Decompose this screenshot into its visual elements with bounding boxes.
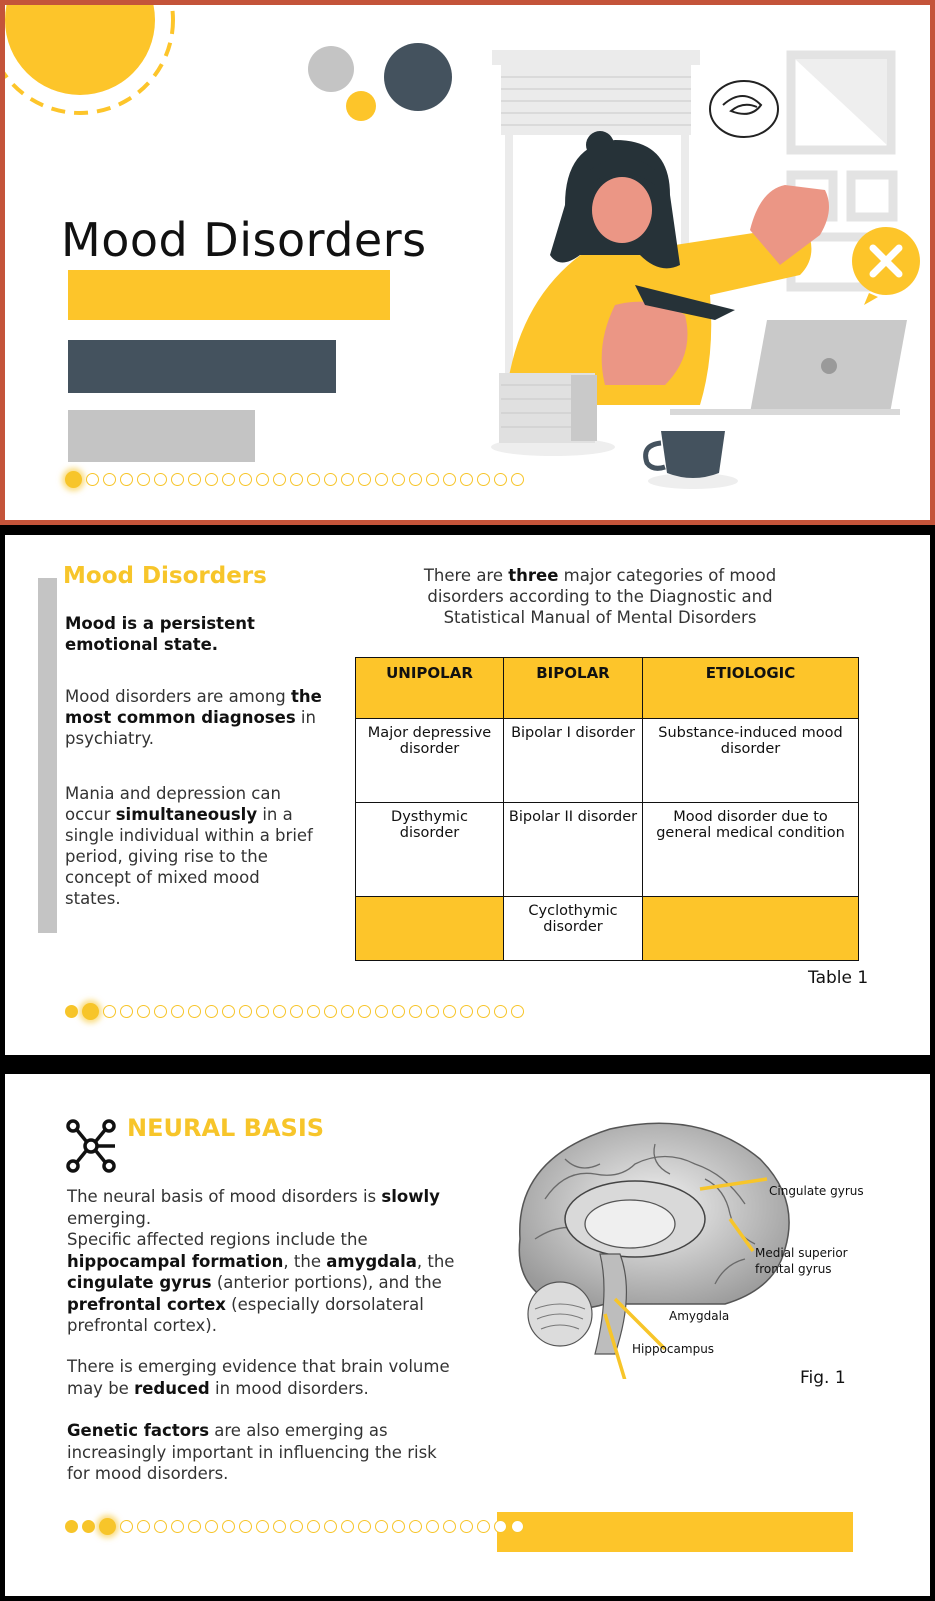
- progress-dot: [341, 1005, 354, 1018]
- table-cell: Major depressive disorder: [356, 719, 504, 803]
- p2-g: (anterior portions), and the: [211, 1273, 442, 1292]
- p3-post: in a single individual within a brief period, giving rise to the concept of mixed mood states.: [65, 805, 313, 908]
- progress-dot: [409, 1005, 422, 1018]
- progress-dot: [324, 473, 337, 486]
- progress-dot: [324, 1005, 337, 1018]
- intro-pre: There are: [423, 566, 509, 585]
- progress-dot: [426, 473, 439, 486]
- p4-bold: Genetic factors: [67, 1421, 210, 1440]
- progress-dot: [154, 1005, 167, 1018]
- p1-post: emerging.: [67, 1208, 152, 1228]
- progress-dot: [137, 1005, 150, 1018]
- progress-dot: [154, 473, 167, 486]
- p2-pre: Mood disorders are among: [65, 687, 292, 706]
- p2-c: , the: [283, 1251, 327, 1271]
- progress-dot: [358, 1520, 371, 1533]
- progress-dot: [256, 473, 269, 486]
- table-row: [356, 719, 859, 803]
- progress-dot: [307, 1005, 320, 1018]
- slate-bar: [68, 340, 336, 393]
- header-etiologic: ETIOLOGIC: [643, 658, 859, 719]
- brain-volume-paragraph: [67, 1356, 467, 1399]
- progress-dot: [290, 473, 303, 486]
- slate-circle: [384, 43, 452, 111]
- table-cell: [356, 897, 504, 961]
- progress-dot: [65, 1005, 78, 1018]
- progress-dot: [239, 473, 252, 486]
- title-slide: [0, 0, 935, 525]
- p2-e: , the: [416, 1251, 455, 1271]
- section-heading: Mood Disorders: [63, 563, 267, 589]
- p3-post: in mood disorders.: [209, 1378, 369, 1398]
- coffee-cup: [646, 431, 738, 489]
- intro-bold: three: [508, 566, 559, 585]
- mood-definition-text: is a persistent emotional state.: [65, 614, 255, 654]
- p2-a: Specific affected regions include the: [67, 1230, 368, 1249]
- paper-stack: [491, 373, 615, 456]
- progress-dot: [222, 1520, 235, 1533]
- genetic-factors-paragraph: [67, 1420, 437, 1485]
- p3-bold: reduced: [134, 1378, 210, 1398]
- progress-dot: [358, 1005, 371, 1018]
- mood-term: Mood: [65, 614, 116, 633]
- progress-dot: [103, 1005, 116, 1018]
- progress-dot: [137, 1520, 150, 1533]
- common-diagnoses-paragraph: [65, 686, 350, 749]
- progress-dot: [273, 1005, 286, 1018]
- progress-dot: [120, 1520, 133, 1533]
- table-cell: Cyclothymic disorder: [504, 897, 643, 961]
- progress-dot: [82, 1003, 99, 1020]
- progress-dot: [307, 473, 320, 486]
- p2-bold: the most common diagnoses: [65, 687, 322, 727]
- accent-bar: [38, 578, 57, 933]
- p1-pre: The neural basis of mood disorders is: [67, 1187, 382, 1206]
- progress-dot: [477, 1520, 490, 1533]
- table-header-row: [356, 658, 859, 719]
- table-cell: [643, 897, 859, 961]
- label-frontal-gyrus: frontal gyrus: [755, 1262, 832, 1276]
- p2-d: amygdala: [326, 1251, 417, 1271]
- progress-dot: [222, 473, 235, 486]
- p2-h: prefrontal cortex: [67, 1294, 226, 1314]
- progress-dot: [103, 473, 116, 486]
- progress-dot: [460, 1005, 473, 1018]
- thought-bubble: [710, 81, 778, 137]
- progress-dot: [460, 473, 473, 486]
- progress-dot: [307, 1520, 320, 1533]
- sun-circle: [5, 5, 155, 95]
- progress-dot: [392, 1005, 405, 1018]
- progress-dot: [290, 1005, 303, 1018]
- figure-caption: Fig. 1: [800, 1368, 846, 1388]
- p3-bold: simultaneously: [115, 805, 258, 824]
- network-icon: [65, 1119, 117, 1173]
- progress-dot: [426, 1005, 439, 1018]
- progress-dot: [341, 1520, 354, 1533]
- progress-dot: [460, 1520, 473, 1533]
- progress-dot: [477, 1005, 490, 1018]
- progress-dot: [494, 1005, 507, 1018]
- progress-dot: [99, 1518, 116, 1535]
- table-row: [356, 897, 859, 961]
- table-intro: [405, 565, 795, 628]
- slide-progress-dots: [65, 1003, 528, 1020]
- table-row: [356, 803, 859, 897]
- progress-dot: [273, 1520, 286, 1533]
- progress-dot: [256, 1520, 269, 1533]
- neural-basis-paragraph: [67, 1186, 467, 1337]
- progress-dot: [392, 473, 405, 486]
- progress-dot: [205, 1520, 218, 1533]
- p2-i: (especially dorsolateral prefrontal cortex).: [67, 1294, 424, 1335]
- progress-dot: [256, 1005, 269, 1018]
- progress-dot: [358, 473, 371, 486]
- yellow-footer-bar: [497, 1512, 853, 1552]
- p3-pre: There is emerging evidence that brain volume may be: [67, 1357, 450, 1398]
- progress-dot: [65, 471, 82, 488]
- header-bipolar: BIPOLAR: [504, 658, 643, 719]
- progress-dot: [290, 1520, 303, 1533]
- table-cell: Bipolar II disorder: [504, 803, 643, 897]
- progress-dot: [205, 1005, 218, 1018]
- mixed-states-paragraph: [65, 783, 315, 909]
- progress-dot: [375, 1520, 388, 1533]
- slide-progress-dots: [65, 471, 528, 488]
- mood-categories-table: [355, 657, 859, 961]
- table-cell: Substance-induced mood disorder: [643, 719, 859, 803]
- progress-dot: [443, 1005, 456, 1018]
- progress-dot: [120, 1005, 133, 1018]
- table-cell: Dysthymic disorder: [356, 803, 504, 897]
- progress-dot: [375, 473, 388, 486]
- mood-disorders-slide: [5, 535, 930, 1055]
- progress-dot: [511, 473, 524, 486]
- progress-dot: [154, 1520, 167, 1533]
- label-hippocampus: Hippocampus: [632, 1342, 715, 1356]
- progress-dot: [188, 473, 201, 486]
- table-cell: Bipolar I disorder: [504, 719, 643, 803]
- progress-dot: [188, 1520, 201, 1533]
- slide-progress-dots: [65, 1518, 528, 1535]
- progress-dot: [273, 473, 286, 486]
- label-medial-superior: Medial superior: [755, 1246, 848, 1260]
- p3-pre: Mania and depression can occur: [65, 784, 281, 824]
- progress-dot: [65, 1520, 78, 1533]
- progress-dot: [511, 1005, 524, 1018]
- progress-dot: [426, 1520, 439, 1533]
- mood-definition: [65, 613, 350, 655]
- progress-dot: [171, 1005, 184, 1018]
- progress-dot: [443, 1520, 456, 1533]
- progress-dot: [409, 1520, 422, 1533]
- gray-circle: [308, 46, 354, 92]
- p1-bold: slowly: [381, 1187, 440, 1206]
- progress-dot: [120, 473, 133, 486]
- table-cell: Mood disorder due to general medical condition: [643, 803, 859, 897]
- progress-dot: [171, 1520, 184, 1533]
- slide-title: Mood Disorders: [61, 213, 427, 267]
- progress-dot: [341, 473, 354, 486]
- neural-basis-slide: [5, 1074, 930, 1596]
- progress-dot: [392, 1520, 405, 1533]
- progress-dot: [494, 1520, 507, 1533]
- progress-dot: [511, 1520, 524, 1533]
- progress-dot: [171, 473, 184, 486]
- p4-post: are also emerging as increasingly important in influencing the risk for mood disorders.: [67, 1421, 437, 1483]
- p2-b: hippocampal formation: [67, 1251, 284, 1271]
- label-cingulate-gyrus: Cingulate gyrus: [769, 1184, 864, 1198]
- header-unipolar: UNIPOLAR: [356, 658, 504, 719]
- gray-bar: [68, 410, 255, 462]
- progress-dot: [375, 1005, 388, 1018]
- progress-dot: [239, 1005, 252, 1018]
- progress-dot: [86, 473, 99, 486]
- label-amygdala: Amygdala: [669, 1309, 730, 1323]
- progress-dot: [205, 473, 218, 486]
- yellow-small-circle: [346, 91, 376, 121]
- table-caption: Table 1: [808, 968, 869, 988]
- section-heading: NEURAL BASIS: [127, 1114, 325, 1142]
- p2-post: in psychiatry.: [65, 708, 316, 748]
- progress-dot: [477, 473, 490, 486]
- p2-f: cingulate gyrus: [67, 1273, 212, 1292]
- progress-dot: [188, 1005, 201, 1018]
- progress-dot: [443, 473, 456, 486]
- intro-post: major categories of mood disorders according to the Diagnostic and Statistical Manual of Mental Disorders: [427, 566, 777, 627]
- progress-dot: [239, 1520, 252, 1533]
- progress-dot: [222, 1005, 235, 1018]
- progress-dot: [409, 473, 422, 486]
- progress-dot: [82, 1520, 95, 1533]
- progress-dot: [494, 473, 507, 486]
- progress-dot: [324, 1520, 337, 1533]
- yellow-bar: [68, 270, 390, 320]
- progress-dot: [137, 473, 150, 486]
